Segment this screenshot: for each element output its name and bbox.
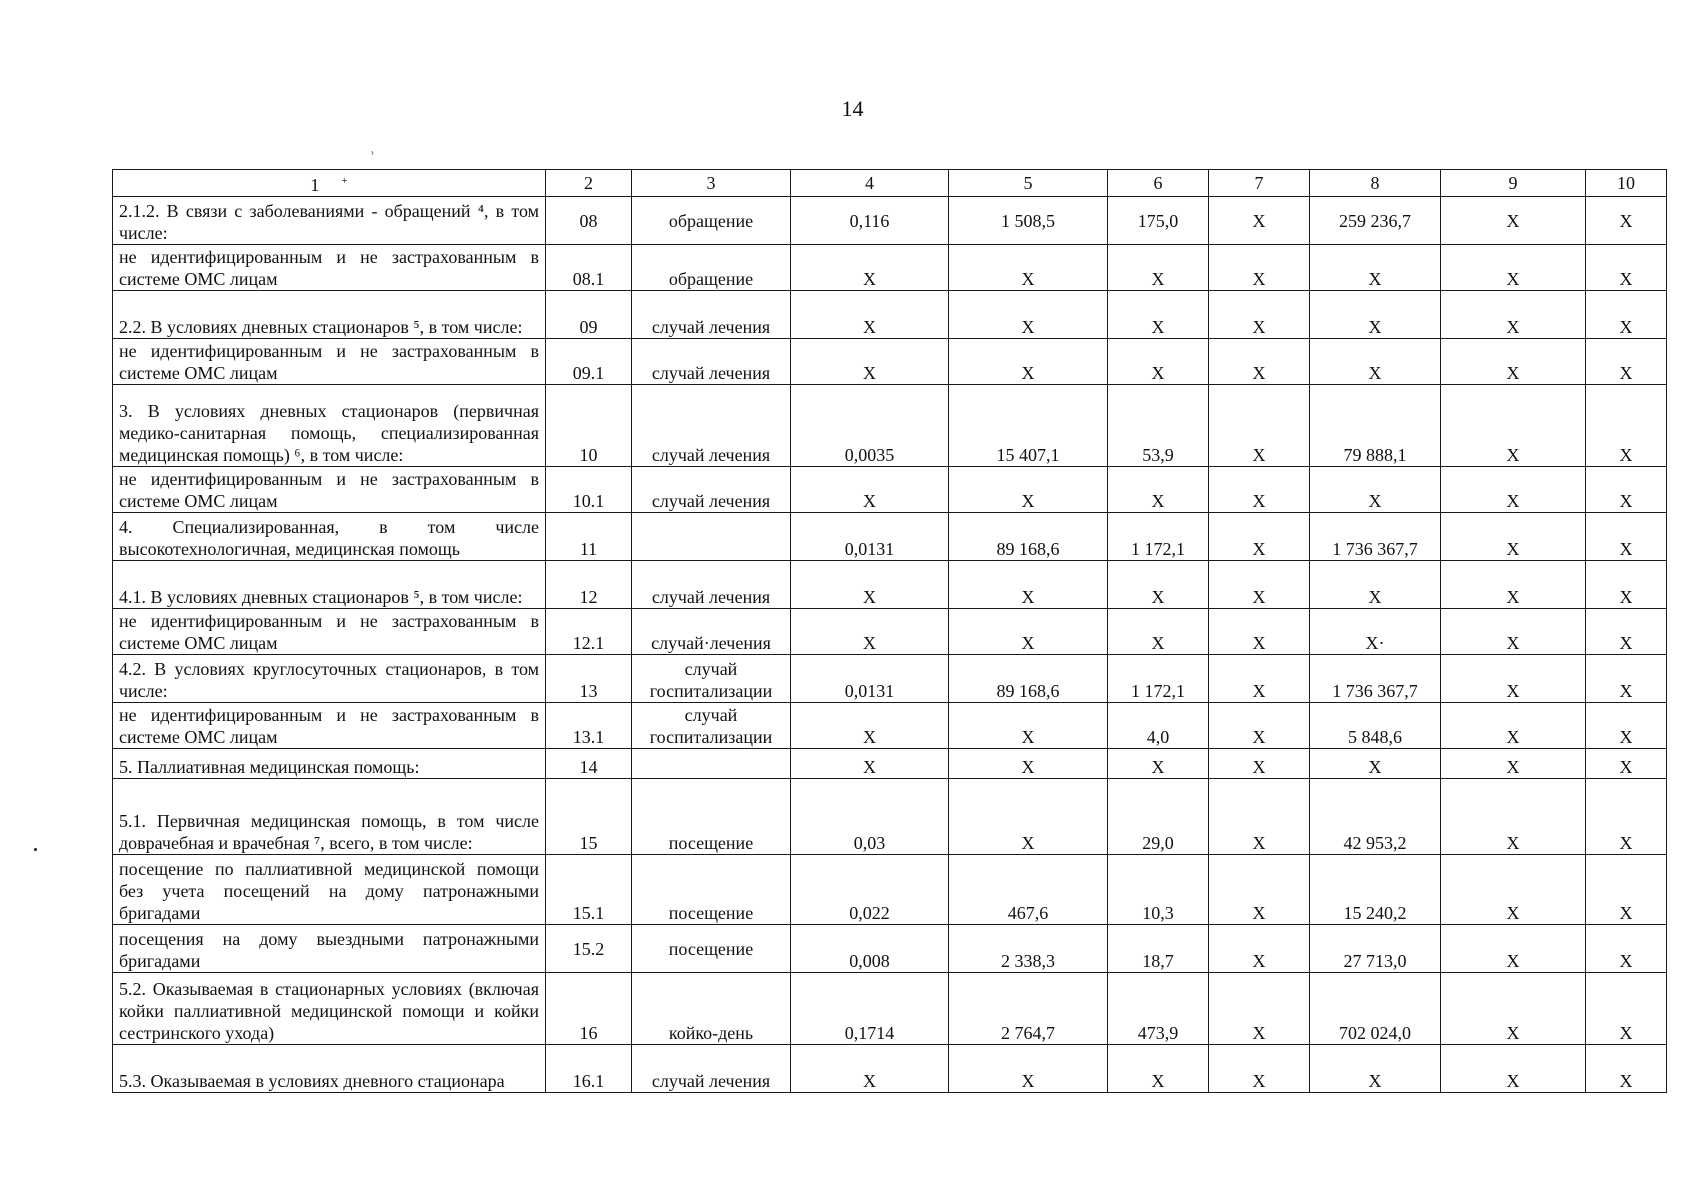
table-row: [113, 973, 1667, 1045]
table-cell-col9: X: [1441, 197, 1586, 245]
table-row: [113, 467, 1667, 513]
table-cell-col1: не идентифицированным и не застрахованным в системе ОМС лицам: [113, 339, 546, 385]
table-cell-col5: 1 508,5: [949, 197, 1108, 245]
header-row: [113, 170, 1667, 197]
table-cell-col4: 0,008: [791, 925, 949, 973]
table-cell-col3: обращение: [632, 245, 791, 291]
table-cell-col5: X: [949, 703, 1108, 749]
table-cell-col6: X: [1108, 1045, 1209, 1093]
table-cell-col8: 702 024,0: [1310, 973, 1441, 1045]
table-cell-col8: 1 736 367,7: [1310, 655, 1441, 703]
table-cell-col9: X: [1441, 513, 1586, 561]
table-cell-col10: X: [1586, 245, 1667, 291]
page-number: 14: [841, 96, 864, 121]
table-cell-col1: 5.1. Первичная медицинская помощь, в том числе доврачебная и врачебная ⁷, всего, в том числе:: [113, 779, 546, 855]
table-cell-col3: [632, 513, 791, 561]
table-cell-col3: случай лечения: [632, 339, 791, 385]
table-cell-col6: 473,9: [1108, 973, 1209, 1045]
table-cell-col10: X: [1586, 609, 1667, 655]
table-cell-col6: 10,3: [1108, 855, 1209, 925]
data-table: [112, 169, 1667, 1093]
table-cell-col2: 14: [546, 749, 632, 779]
table-cell-col5: 15 407,1: [949, 385, 1108, 467]
table-cell-col4: X: [791, 339, 949, 385]
table-cell-col3: случай лечения: [632, 561, 791, 609]
table-cell-col4: X: [791, 467, 949, 513]
header-cell-3: 3: [632, 170, 791, 197]
table-cell-col10: X: [1586, 703, 1667, 749]
header-cell-6: 6: [1108, 170, 1209, 197]
table-cell-col5: 2 338,3: [949, 925, 1108, 973]
table-row: [113, 385, 1667, 467]
table-cell-col2: 09.1: [546, 339, 632, 385]
table-cell-col1: не идентифицированным и не застрахованным в системе ОМС лицам: [113, 245, 546, 291]
table-cell-col9: X: [1441, 973, 1586, 1045]
table-cell-col2: 08.1: [546, 245, 632, 291]
table-cell-col3: посещение: [632, 779, 791, 855]
table-cell-col7: X: [1209, 245, 1310, 291]
table-cell-col1: посещение по паллиативной медицинской помощи без учета посещений на дому патронажными бригадами: [113, 855, 546, 925]
table-cell-col4: X: [791, 291, 949, 339]
table-cell-col1: не идентифицированным и не застрахованным в системе ОМС лицам: [113, 703, 546, 749]
table-cell-col8: X: [1310, 561, 1441, 609]
table-cell-col1: не идентифицированным и не застрахованным в системе ОМС лицам: [113, 609, 546, 655]
table-cell-col3: случай лечения: [632, 291, 791, 339]
table-cell-col5: 89 168,6: [949, 513, 1108, 561]
table-cell-col7: X: [1209, 291, 1310, 339]
table-cell-col10: X: [1586, 561, 1667, 609]
table-cell-col9: X: [1441, 561, 1586, 609]
table-cell-col7: X: [1209, 339, 1310, 385]
table-cell-col4: 0,022: [791, 855, 949, 925]
table-cell-col8: 42 953,2: [1310, 779, 1441, 855]
table-cell-col3: койко-день: [632, 973, 791, 1045]
table-cell-col5: X: [949, 291, 1108, 339]
table-body: [113, 170, 1667, 1093]
stray-dot: [34, 848, 37, 851]
table-cell-col9: X: [1441, 655, 1586, 703]
table-cell-col5: 2 764,7: [949, 973, 1108, 1045]
table-cell-col10: X: [1586, 339, 1667, 385]
table-cell-col2: 16.1: [546, 1045, 632, 1093]
table-cell-col6: X: [1108, 749, 1209, 779]
table-cell-col7: X: [1209, 561, 1310, 609]
table-cell-col1: 5.2. Оказываемая в стационарных условиях (включая койки паллиативной медицинской помощи и койки сестринского ухода): [113, 973, 546, 1045]
table-cell-col2: 13: [546, 655, 632, 703]
table-row: [113, 779, 1667, 855]
header-cell-1-label: 1: [310, 175, 320, 195]
table-row: [113, 655, 1667, 703]
table-cell-col1: 4.1. В условиях дневных стационаров ⁵, в том числе:: [113, 561, 546, 609]
table-cell-col8: 1 736 367,7: [1310, 513, 1441, 561]
table-cell-col9: X: [1441, 385, 1586, 467]
table-cell-col9: X: [1441, 855, 1586, 925]
table-cell-col6: X: [1108, 245, 1209, 291]
table-cell-col3: случай лечения: [632, 1045, 791, 1093]
table-cell-col10: X: [1586, 513, 1667, 561]
table-cell-col10: X: [1586, 779, 1667, 855]
table-cell-col8: 79 888,1: [1310, 385, 1441, 467]
header-cell-1: [113, 170, 546, 197]
table-row: [113, 925, 1667, 973]
table-cell-col6: X: [1108, 467, 1209, 513]
table-cell-col5: X: [949, 779, 1108, 855]
table-row: [113, 855, 1667, 925]
table-cell-col2: 11: [546, 513, 632, 561]
table-cell-col4: 0,1714: [791, 973, 949, 1045]
table-cell-col7: X: [1209, 1045, 1310, 1093]
table-cell-col2: 15.2: [546, 925, 632, 973]
table-row: [113, 197, 1667, 245]
table-cell-col10: X: [1586, 291, 1667, 339]
table-cell-col8: X: [1310, 291, 1441, 339]
table-cell-col8: X: [1310, 339, 1441, 385]
table-cell-col5: X: [949, 609, 1108, 655]
table-cell-col6: 53,9: [1108, 385, 1209, 467]
table-cell-col10: X: [1586, 197, 1667, 245]
table-cell-col8: X: [1310, 245, 1441, 291]
table-cell-col8: 15 240,2: [1310, 855, 1441, 925]
header-cell-4: 4: [791, 170, 949, 197]
table-cell-col3: [632, 749, 791, 779]
table-cell-col10: X: [1586, 1045, 1667, 1093]
table-cell-col1: не идентифицированным и не застрахованным в системе ОМС лицам: [113, 467, 546, 513]
table-cell-col9: X: [1441, 749, 1586, 779]
table-cell-col6: 1 172,1: [1108, 513, 1209, 561]
table-cell-col10: X: [1586, 925, 1667, 973]
header-cell-7: 7: [1209, 170, 1310, 197]
table-row: [113, 749, 1667, 779]
table-row: [113, 245, 1667, 291]
header-cell-10: 10: [1586, 170, 1667, 197]
table-cell-col7: X: [1209, 197, 1310, 245]
table-cell-col7: X: [1209, 703, 1310, 749]
table-cell-col6: X: [1108, 609, 1209, 655]
table-cell-col10: X: [1586, 655, 1667, 703]
table-cell-col7: X: [1209, 779, 1310, 855]
table-cell-col3: случай·лечения: [632, 609, 791, 655]
table-cell-col4: X: [791, 703, 949, 749]
table-cell-col2: 15.1: [546, 855, 632, 925]
table-cell-col8: 259 236,7: [1310, 197, 1441, 245]
table-cell-col3: случай лечения: [632, 467, 791, 513]
table-row: [113, 561, 1667, 609]
table-cell-col10: X: [1586, 973, 1667, 1045]
table-cell-col1: 2.2. В условиях дневных стационаров ⁵, в том числе:: [113, 291, 546, 339]
table-cell-col1: 2.1.2. В связи с заболеваниями - обращений ⁴, в том числе:: [113, 197, 546, 245]
table-row: [113, 1045, 1667, 1093]
table-cell-col7: X: [1209, 973, 1310, 1045]
table-cell-col3: обращение: [632, 197, 791, 245]
table-cell-col3: случай госпитализации: [632, 655, 791, 703]
table-cell-col2: 12.1: [546, 609, 632, 655]
table-cell-col5: 467,6: [949, 855, 1108, 925]
table-cell-col2: 15: [546, 779, 632, 855]
table-cell-col9: X: [1441, 779, 1586, 855]
table-cell-col10: X: [1586, 385, 1667, 467]
table-cell-col4: 0,0035: [791, 385, 949, 467]
table-cell-col1: 4.2. В условиях круглосуточных стационаров, в том числе:: [113, 655, 546, 703]
table-cell-col1: 3. В условиях дневных стационаров (первичная медико-санитарная помощь, специализированная медицинская помощь) ⁶, в том числе:: [113, 385, 546, 467]
table-cell-col4: X: [791, 609, 949, 655]
table-cell-col6: X: [1108, 339, 1209, 385]
table-cell-col3: посещение: [632, 855, 791, 925]
header-cell-2: 2: [546, 170, 632, 197]
table-cell-col9: X: [1441, 291, 1586, 339]
table-cell-col9: X: [1441, 703, 1586, 749]
top-mark: ᵌ: [371, 149, 374, 160]
header-cell-9: 9: [1441, 170, 1586, 197]
table-cell-col6: X: [1108, 561, 1209, 609]
table-row: [113, 703, 1667, 749]
table-cell-col4: X: [791, 245, 949, 291]
table-cell-col7: X: [1209, 855, 1310, 925]
table-cell-col8: X: [1310, 749, 1441, 779]
table-cell-col1: посещения на дому выездными патронажными бригадами: [113, 925, 546, 973]
table-cell-col7: X: [1209, 385, 1310, 467]
table-cell-col5: X: [949, 749, 1108, 779]
table-cell-col3: случай лечения: [632, 385, 791, 467]
table-cell-col7: X: [1209, 609, 1310, 655]
table-cell-col9: X: [1441, 1045, 1586, 1093]
table-cell-col8: 27 713,0: [1310, 925, 1441, 973]
table-cell-col5: X: [949, 561, 1108, 609]
table-cell-col2: 16: [546, 973, 632, 1045]
table-cell-col2: 13.1: [546, 703, 632, 749]
table-cell-col4: 0,03: [791, 779, 949, 855]
table-cell-col2: 08: [546, 197, 632, 245]
table-row: [113, 513, 1667, 561]
table-row: [113, 609, 1667, 655]
table-cell-col7: X: [1209, 655, 1310, 703]
table-cell-col4: X: [791, 1045, 949, 1093]
table-cell-col4: X: [791, 561, 949, 609]
table-cell-col5: X: [949, 467, 1108, 513]
table-cell-col6: 4,0: [1108, 703, 1209, 749]
table-cell-col1: 5. Паллиативная медицинская помощь:: [113, 749, 546, 779]
table-cell-col5: X: [949, 245, 1108, 291]
table-cell-col7: X: [1209, 513, 1310, 561]
table-cell-col8: X: [1310, 467, 1441, 513]
table-cell-col10: X: [1586, 855, 1667, 925]
table-cell-col4: X: [791, 749, 949, 779]
table-cell-col4: 0,0131: [791, 513, 949, 561]
table-cell-col2: 09: [546, 291, 632, 339]
table-cell-col6: 18,7: [1108, 925, 1209, 973]
table-cell-col6: X: [1108, 291, 1209, 339]
table-cell-col9: X: [1441, 925, 1586, 973]
table-cell-col5: 89 168,6: [949, 655, 1108, 703]
table-cell-col3: случай госпитализации: [632, 703, 791, 749]
header-cell-5: 5: [949, 170, 1108, 197]
table-cell-col9: X: [1441, 609, 1586, 655]
table-cell-col4: 0,0131: [791, 655, 949, 703]
table-cell-col7: X: [1209, 749, 1310, 779]
table-cell-col8: X: [1310, 1045, 1441, 1093]
table-cell-col9: X: [1441, 339, 1586, 385]
table-row: [113, 339, 1667, 385]
table-cell-col9: X: [1441, 467, 1586, 513]
table-cell-col2: 12: [546, 561, 632, 609]
table-cell-col7: X: [1209, 925, 1310, 973]
header-cell-8: 8: [1310, 170, 1441, 197]
table-cell-col9: X: [1441, 245, 1586, 291]
table-cell-col3: посещение: [632, 925, 791, 973]
table-cell-col7: X: [1209, 467, 1310, 513]
table-cell-col6: 1 172,1: [1108, 655, 1209, 703]
table-cell-col2: 10: [546, 385, 632, 467]
table-cell-col1: 5.3. Оказываемая в условиях дневного стационара: [113, 1045, 546, 1093]
table-cell-col1: 4. Специализированная, в том числе высокотехнологичная, медицинская помощь: [113, 513, 546, 561]
table-cell-col2: 10.1: [546, 467, 632, 513]
table-cell-col5: X: [949, 339, 1108, 385]
header-cell-1-mark: +: [341, 175, 348, 187]
table-cell-col8: 5 848,6: [1310, 703, 1441, 749]
table-cell-col8: X·: [1310, 609, 1441, 655]
table-cell-col10: X: [1586, 749, 1667, 779]
table-cell-col10: X: [1586, 467, 1667, 513]
table-cell-col6: 175,0: [1108, 197, 1209, 245]
table-row: [113, 291, 1667, 339]
table-cell-col6: 29,0: [1108, 779, 1209, 855]
table-cell-col5: X: [949, 1045, 1108, 1093]
table-cell-col4: 0,116: [791, 197, 949, 245]
